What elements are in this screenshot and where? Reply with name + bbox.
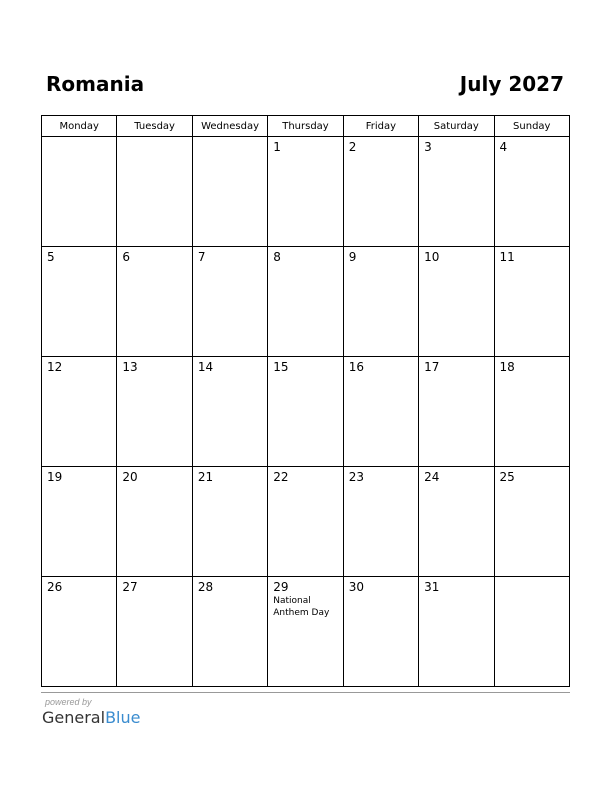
- day-cell: [117, 247, 192, 357]
- day-number: 20: [122, 470, 138, 484]
- day-number: 24: [424, 470, 440, 484]
- day-cell: [117, 577, 192, 687]
- day-cell: [343, 577, 418, 687]
- day-cell: [192, 137, 267, 247]
- day-number: 17: [424, 360, 440, 374]
- day-number: 10: [424, 250, 440, 264]
- calendar-grid: [41, 115, 570, 687]
- weekday-header-row: [42, 116, 570, 137]
- day-number: 7: [197, 250, 206, 264]
- day-cell: [419, 357, 494, 467]
- week-row: [42, 577, 570, 687]
- day-cell: [494, 577, 569, 687]
- weekday-header: Saturday: [419, 116, 494, 137]
- weekday-header: Sunday: [494, 116, 569, 137]
- day-number: 26: [47, 580, 63, 594]
- holiday-label: National Anthem Day: [273, 596, 330, 618]
- day-cell: [192, 247, 267, 357]
- week-row: [42, 467, 570, 577]
- day-cell: [42, 577, 117, 687]
- weekday-header: Tuesday: [117, 116, 192, 137]
- day-number: 11: [499, 250, 515, 264]
- powered-by-text: powered by: [45, 697, 92, 707]
- day-cell: [117, 137, 192, 247]
- day-cell: [419, 247, 494, 357]
- day-cell: [42, 357, 117, 467]
- day-cell: [419, 137, 494, 247]
- day-cell: [494, 467, 569, 577]
- day-cell: [419, 467, 494, 577]
- day-number: 14: [197, 360, 214, 374]
- day-cell: [343, 247, 418, 357]
- day-number: [42, 137, 116, 140]
- day-cell: [343, 137, 418, 247]
- week-row: [42, 357, 570, 467]
- weekday-header: Friday: [343, 116, 418, 137]
- day-number: 15: [273, 360, 289, 374]
- footer-divider: [41, 692, 570, 693]
- week-row: [42, 247, 570, 357]
- day-number: 6: [122, 250, 131, 264]
- day-number: 21: [197, 470, 214, 484]
- day-number: 31: [424, 580, 440, 594]
- day-cell: [42, 247, 117, 357]
- day-cell: [268, 467, 343, 577]
- day-cell: [343, 467, 418, 577]
- day-cell: [117, 357, 192, 467]
- day-cell: [268, 247, 343, 357]
- day-cell: [419, 577, 494, 687]
- day-number: 5: [47, 250, 55, 264]
- day-number: 28: [197, 580, 214, 594]
- day-cell: [268, 357, 343, 467]
- day-number: 22: [273, 470, 289, 484]
- weekday-header: Thursday: [268, 116, 343, 137]
- weekday-header: Wednesday: [192, 116, 267, 137]
- logo-blue-text: Blue: [105, 708, 141, 727]
- day-number: 27: [122, 580, 138, 594]
- day-cell: [117, 467, 192, 577]
- day-number: 9: [348, 250, 357, 264]
- day-cell: [192, 577, 267, 687]
- day-number: 2: [348, 140, 357, 154]
- day-cell: [494, 137, 569, 247]
- logo-general-text: General: [42, 708, 106, 727]
- day-number: 3: [424, 140, 432, 154]
- country-title: Romania: [46, 72, 145, 96]
- day-number: 19: [47, 470, 63, 484]
- month-year-title: July 2027: [459, 72, 564, 96]
- day-number: 23: [348, 470, 364, 484]
- day-number: 25: [499, 470, 515, 484]
- weekday-header: Monday: [42, 116, 117, 137]
- day-number: 4: [499, 140, 508, 154]
- day-number: [193, 137, 267, 140]
- day-cell: [268, 137, 343, 247]
- day-cell: [343, 357, 418, 467]
- day-cell: [268, 577, 343, 687]
- day-number: 13: [122, 360, 138, 374]
- generalblue-logo[interactable]: [42, 708, 140, 727]
- day-number: 1: [273, 140, 281, 154]
- day-number: 30: [348, 580, 364, 594]
- day-number: 18: [499, 360, 515, 374]
- day-number: 8: [273, 250, 281, 264]
- day-cell: [192, 467, 267, 577]
- day-cell: [42, 467, 117, 577]
- day-number: 29: [273, 580, 289, 594]
- day-cell: [192, 357, 267, 467]
- day-cell: [42, 137, 117, 247]
- day-number: [495, 577, 569, 580]
- day-number: 12: [47, 360, 63, 374]
- day-number: 16: [348, 360, 364, 374]
- day-number: [117, 137, 191, 140]
- day-cell: [494, 247, 569, 357]
- week-row: [42, 137, 570, 247]
- day-cell: [494, 357, 569, 467]
